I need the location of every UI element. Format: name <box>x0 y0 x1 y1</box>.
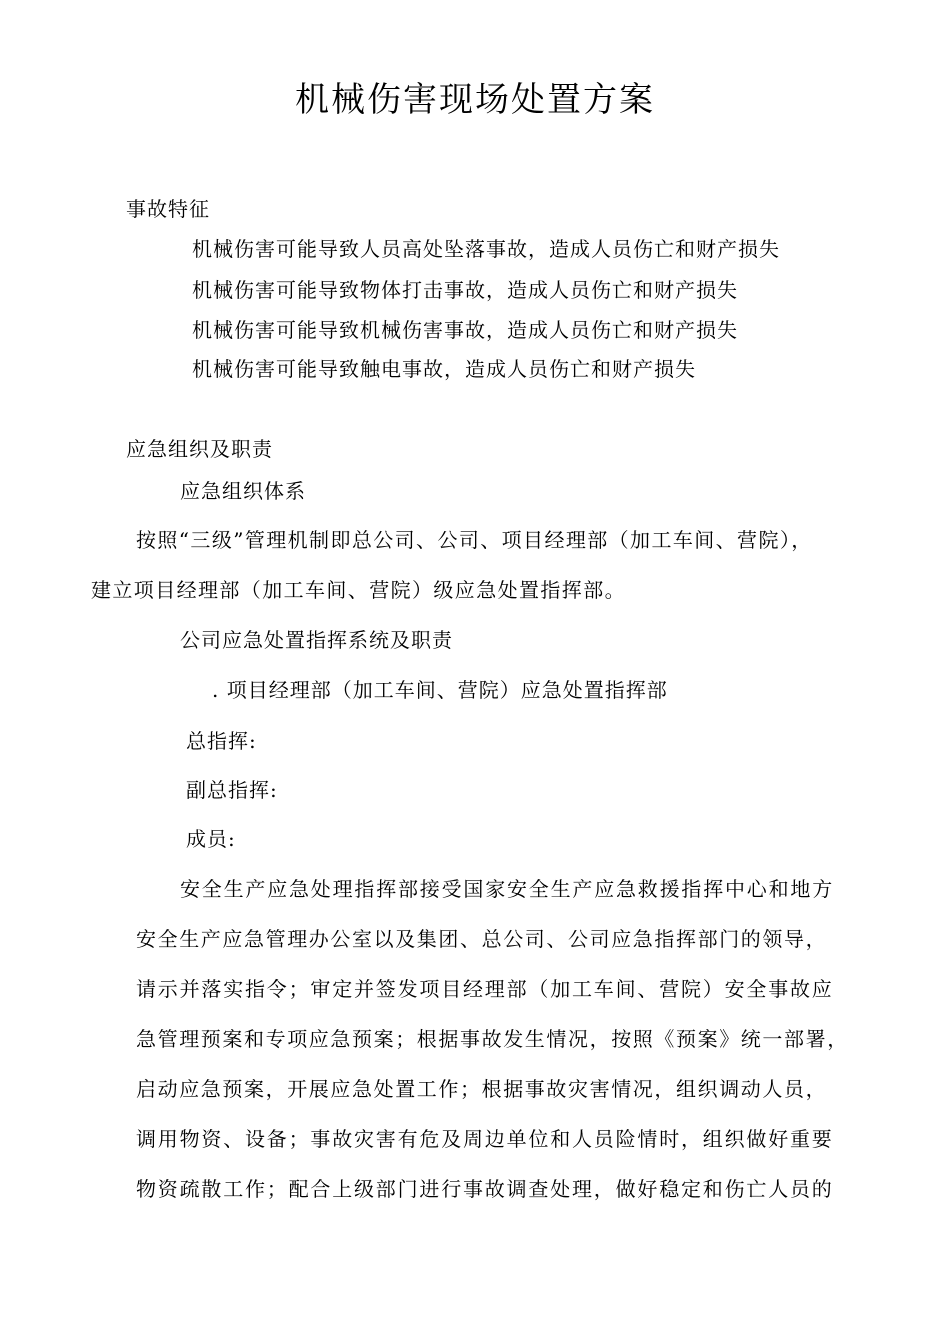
duty-paragraph-line: 急管理预案和专项应急预案；根据事故发生情况，按照《预案》统一部署， <box>136 1027 849 1051</box>
duty-paragraph-line: 安全生产应急管理办公室以及集团、总公司、公司应急指挥部门的领导， <box>136 927 828 951</box>
subsection-heading-command-system: 公司应急处置指挥系统及职责 <box>180 628 453 652</box>
section-heading-accident-features: 事故特征 <box>126 197 210 221</box>
section-heading-emergency-org: 应急组织及职责 <box>126 437 273 461</box>
role-deputy-commander: 副总指挥: <box>186 778 278 802</box>
duty-paragraph-line: 请示并落实指令；审定并签发项目经理部（加工车间、营院）安全事故应 <box>136 977 834 1001</box>
feature-item: 机械伤害可能导致人员高处坠落事故，造成人员伤亡和财产损失 <box>192 237 780 261</box>
paragraph-line: 按照“三级”管理机制即总公司、公司、项目经理部（加工车间、营院）， <box>136 528 813 552</box>
subsection-heading-org-system: 应急组织体系 <box>180 479 306 503</box>
duty-paragraph-line: 安全生产应急处理指挥部接受国家安全生产应急救援指挥中心和地方 <box>180 877 834 901</box>
duty-paragraph-line: 物资疏散工作；配合上级部门进行事故调查处理，做好稳定和伤亡人员的 <box>136 1177 834 1201</box>
duty-paragraph-line: 启动应急预案，开展应急处置工作；根据事故灾害情况，组织调动人员， <box>136 1077 828 1101</box>
duty-paragraph-line: 调用物资、设备；事故灾害有危及周边单位和人员险情时，组织做好重要 <box>136 1127 834 1151</box>
command-item: . 项目经理部（加工车间、营院）应急处置指挥部 <box>212 678 668 702</box>
feature-item: 机械伤害可能导致机械伤害事故，造成人员伤亡和财产损失 <box>192 318 738 342</box>
feature-item: 机械伤害可能导致物体打击事故，造成人员伤亡和财产损失 <box>192 278 738 302</box>
role-commander: 总指挥: <box>186 729 257 753</box>
document-title: 机械伤害现场处置方案 <box>295 80 655 120</box>
feature-item: 机械伤害可能导致触电事故，造成人员伤亡和财产损失 <box>192 357 696 381</box>
paragraph-line: 建立项目经理部（加工车间、营院）级应急处置指挥部。 <box>91 578 626 602</box>
role-members: 成员: <box>186 827 236 851</box>
